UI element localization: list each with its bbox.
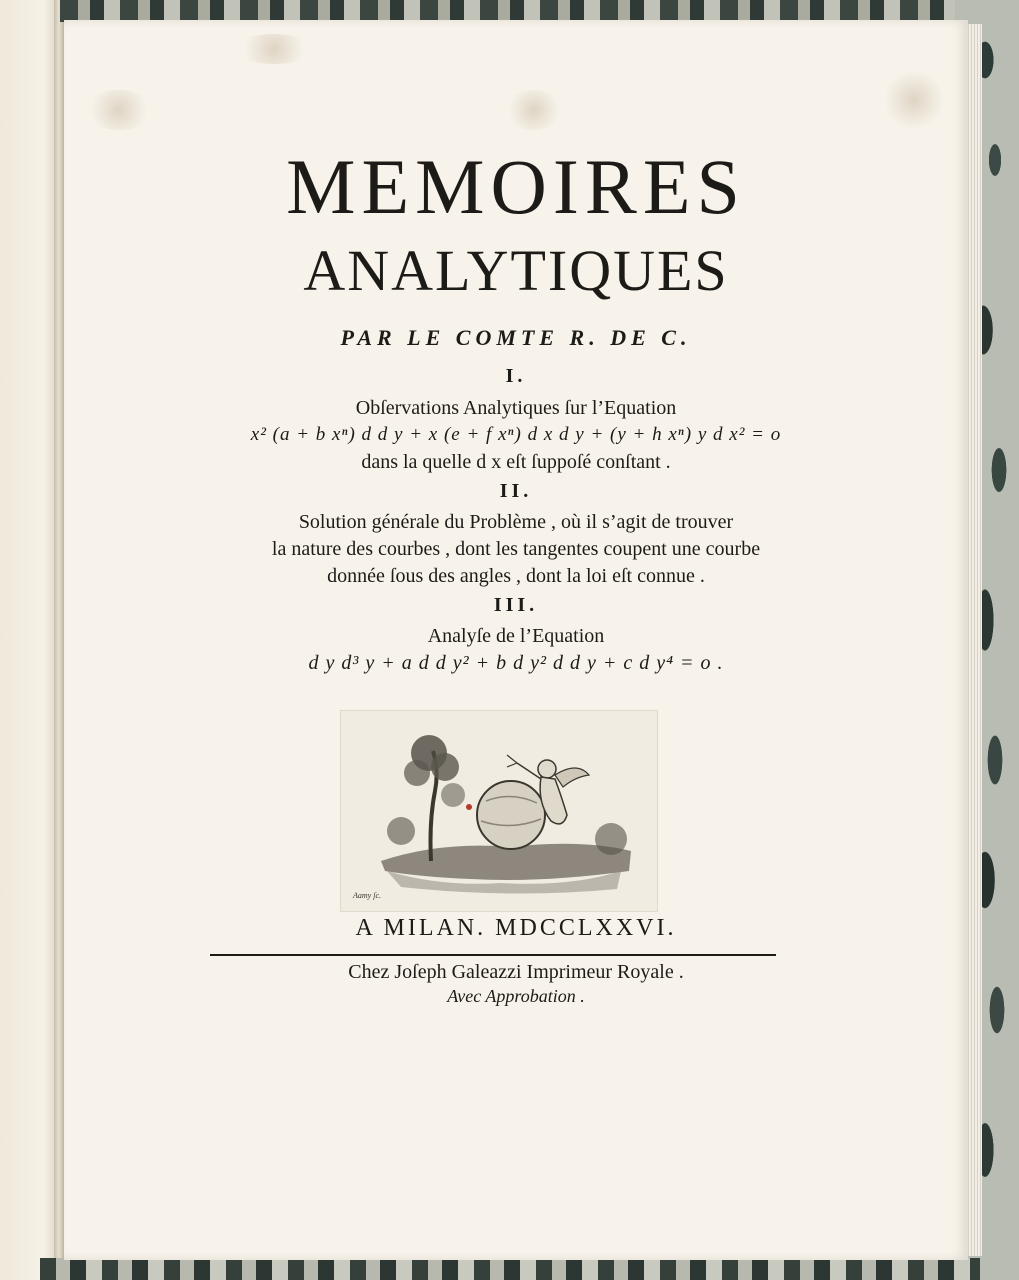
section-numeral-3: III. <box>493 594 539 616</box>
section-1-line-3: dans la quelle d x eſt ſuppoſé conſtant . <box>361 451 671 473</box>
section-1-equation: x² (a + b xⁿ) d d y + x (e + f xⁿ) d x d y + (y + h xⁿ) y d x² = o <box>250 424 782 445</box>
vignette-engraving <box>341 711 657 911</box>
imprint-rule <box>210 954 776 956</box>
section-3-equation: d y d³ y + a d d y² + b d y² d d y + c d y⁴ = o . <box>308 652 724 674</box>
page-edges <box>966 24 982 1256</box>
approbation-line: Avec Approbation . <box>447 986 585 1006</box>
title-page <box>64 20 968 1260</box>
section-2-line-3: donnée ſous des angles , dont la loi eſt connue . <box>327 565 705 587</box>
title-page-text <box>64 20 968 1260</box>
section-2-line-2: la nature des courbes , dont les tangentes coupent une courbe <box>271 538 761 560</box>
book-title: MEMOIRES <box>286 143 746 230</box>
marbled-board-top <box>60 0 960 22</box>
section-numeral-2: II. <box>499 480 533 502</box>
section-numeral-1: I. <box>505 365 527 387</box>
section-3-line-1: Analyſe de l’Equation <box>427 625 605 647</box>
section-2-line-1: Solution générale du Problème , où il s’agit de trouver <box>298 511 734 533</box>
engraved-vignette <box>340 710 658 912</box>
imprint-line: A MILAN. MDCCLXXVI. <box>355 915 677 941</box>
marbled-board-bottom <box>40 1258 980 1280</box>
gutter-fold <box>54 0 64 1280</box>
author-line: PAR LE COMTE R. DE C. <box>340 325 692 350</box>
section-1-line-1: Obſervations Analytiques ſur l’Equation <box>355 397 677 419</box>
engraver-signature: Aamy ſc. <box>353 891 381 900</box>
printer-line: Chez Joſeph Galeazzi Imprimeur Royale . <box>348 961 684 983</box>
book-subtitle: ANALYTIQUES <box>303 238 729 303</box>
